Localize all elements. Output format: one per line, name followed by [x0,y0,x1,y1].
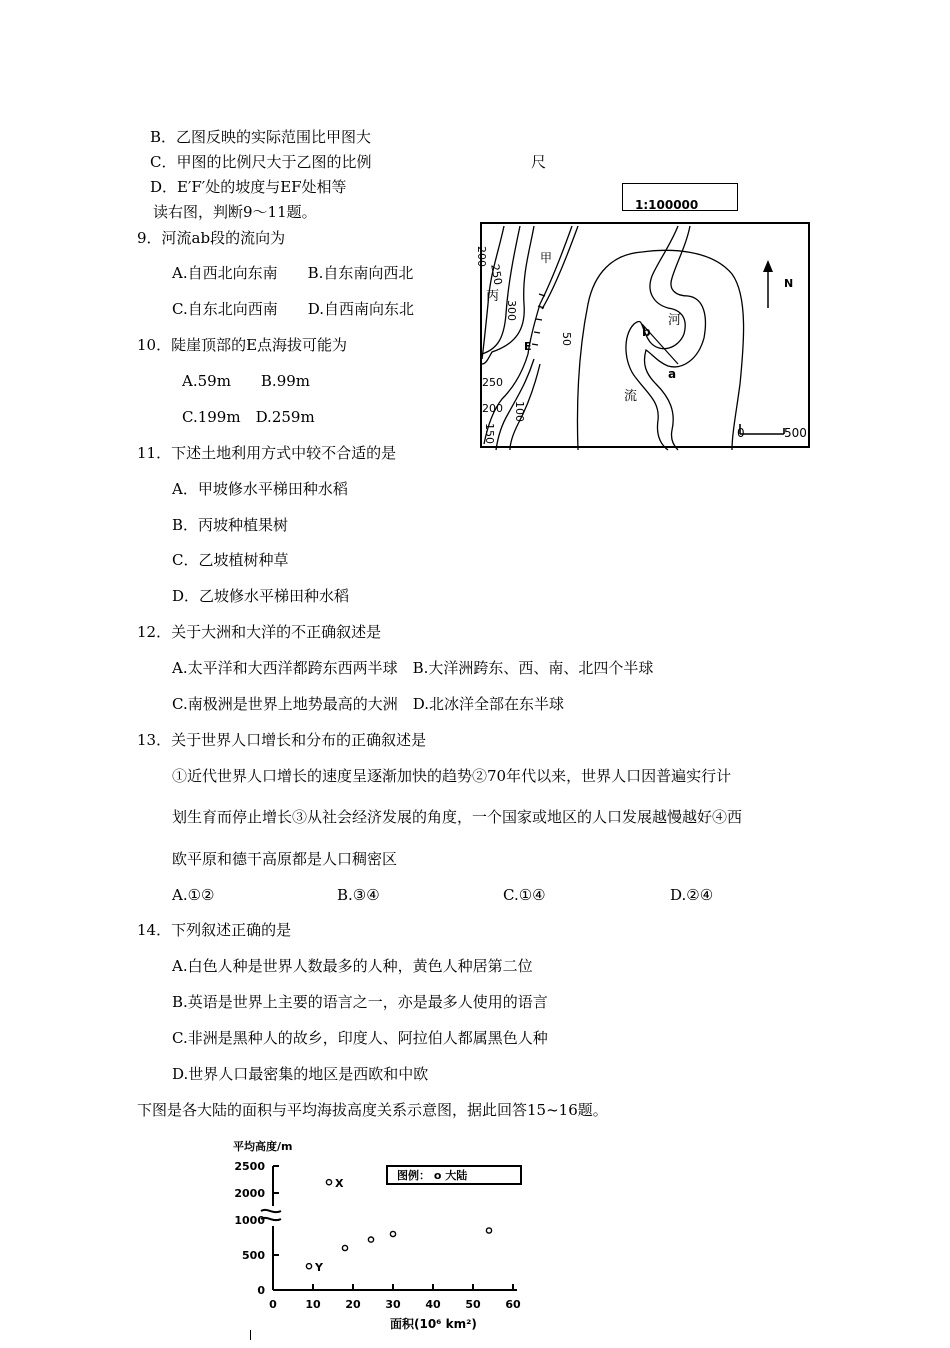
stray-mark [250,1330,251,1340]
label-b: b [642,325,651,339]
x-tick-label: 20 [345,1298,361,1311]
chart-points [306,1177,491,1274]
question-13: 13．关于世界人口增长和分布的正确叙述是 [137,731,427,749]
label-e: E [524,340,532,353]
chart-legend-text: 图例： o 大陆 [397,1169,468,1182]
question-13-option-a: A.①② [172,886,215,904]
question-10: 10．陡崖顶部的E点海拔可能为 [137,336,348,354]
x-tick-label: 30 [385,1298,401,1311]
chart-ylabel: 平均高度/m [233,1140,293,1153]
chart-svg [225,1138,535,1344]
chart-xlabel: 面积(10⁶ km²) [390,1317,477,1331]
label-bing: 丙 [486,289,500,304]
contour-label-100: 100 [513,401,526,422]
label-a: a [668,367,677,381]
contour-label-250-top: 250 [488,263,505,287]
question-11-option-b: B．丙坡种植果树 [172,516,289,534]
north-arrow-icon [763,260,773,308]
contour-label-50: 50 [560,332,573,346]
x-tick-label: 0 [269,1298,277,1311]
chart-x-ticks [269,1284,521,1311]
y-tick-label: 1000 [234,1214,265,1227]
question-11-option-a: A．甲坡修水平梯田种水稻 [172,480,348,498]
data-point [390,1231,395,1236]
question-14-option-a: A.白色人种是世界人数最多的人种，黄色人种居第二位 [172,957,533,975]
question-13-statement-3: 欧平原和德干高原都是人口稠密区 [172,850,398,868]
question-13-option-c: C.①④ [503,886,546,904]
x-tick-label: 40 [425,1298,441,1311]
data-point [368,1237,373,1242]
question-13-option-d: D.②④ [670,886,714,904]
contour-map [475,222,810,448]
question-10-options-ab: A.59m B.99m [182,372,311,390]
question-12-options-cd: C.南极洲是世界上地势最高的大洲 D.北冰洋全部在东半球 [172,695,564,713]
contour-label-200-bottom: 200 [482,402,503,415]
contour-label-150: 150 [483,423,496,444]
map-scale-text: 1:100000 [635,198,699,212]
question-14-option-d: D.世界人口最密集的地区是西欧和中欧 [172,1065,429,1083]
contour-map-svg [475,224,812,450]
north-label: N [784,277,794,290]
option-c-line: C．甲图的比例尺大于乙图的比例 [150,153,372,171]
question-13-statement-1: ①近代世界人口增长的速度呈逐渐加快的趋势②70年代以来，世界人口因普遍实行计 [172,767,732,785]
river-bank-east [644,226,705,450]
y-tick-label: 500 [242,1249,265,1262]
question-14-option-c: C.非洲是黑种人的故乡，印度人、阿拉伯人都属黑色人种 [172,1029,548,1047]
x-tick-label: 50 [465,1298,481,1311]
contour-50-line [577,250,743,450]
label-jia: 甲 [540,251,553,265]
question-11-option-d: D．乙坡修水平梯田种水稻 [172,587,350,605]
question-12: 12．关于大洲和大洋的不正确叙述是 [137,623,382,641]
river-bank-west [626,226,685,450]
contour-label-300: 300 [505,300,518,321]
question-14-option-b: B.英语是世界上主要的语言之一，亦是最多人使用的语言 [172,993,548,1011]
read-instruction: 读右图，判断9～11题。 [153,203,317,221]
option-d-line: D．E′F′处的坡度与EF处相等 [150,178,347,196]
scale-zero: 0 [737,426,745,440]
option-b-line: B．乙图反映的实际范围比甲图大 [150,128,372,146]
contour-label-200-top: 200 [475,246,488,267]
question-10-options-cd: C.199m D.259m [182,408,315,426]
data-point [306,1264,311,1269]
question-14: 14．下列叙述正确的是 [137,921,292,939]
label-he: 河 [668,313,682,328]
data-point [486,1228,491,1233]
question-9-options-ab: A.自西北向东南 B.自东南向西北 [172,264,414,282]
label-liu: 流 [624,389,638,404]
data-point-label: X [335,1177,344,1191]
x-tick-label: 60 [505,1298,521,1311]
scale-500: 500 [784,426,807,440]
data-point [342,1245,347,1250]
question-13-option-b: B.③④ [337,886,380,904]
x-tick-label: 10 [305,1298,321,1311]
data-point-label: Y [315,1261,323,1275]
cliff-ticks [532,294,545,345]
y-tick-label: 2500 [234,1160,265,1173]
questions-15-16-intro: 下图是各大陆的面积与平均海拔高度关系示意图，据此回答15~16题。 [137,1101,608,1119]
question-11-option-c: C．乙坡植树种草 [172,551,289,569]
question-9: 9．河流ab段的流向为 [137,229,286,247]
data-point [326,1180,331,1185]
map-scale-box [622,183,738,211]
continent-scatter-chart [225,1138,535,1344]
y-tick-label: 0 [257,1284,265,1297]
cliff-line-2 [542,226,578,309]
option-c-end: 尺 [531,153,547,171]
question-13-statement-2: 划生育而停止增长③从社会经济发展的角度，一个国家或地区的人口发展越慢越好④西 [172,808,743,826]
question-12-options-ab: A.太平洋和大西洋都跨东西两半球 B.大洋洲跨东、西、南、北四个半球 [172,659,654,677]
question-9-options-cd: C.自东北向西南 D.自西南向东北 [172,300,414,318]
y-tick-label: 2000 [234,1187,265,1200]
scale-bar [740,424,784,434]
question-11: 11．下述土地利用方式中较不合适的是 [137,444,397,462]
contour-label-250-bottom: 250 [482,376,503,389]
